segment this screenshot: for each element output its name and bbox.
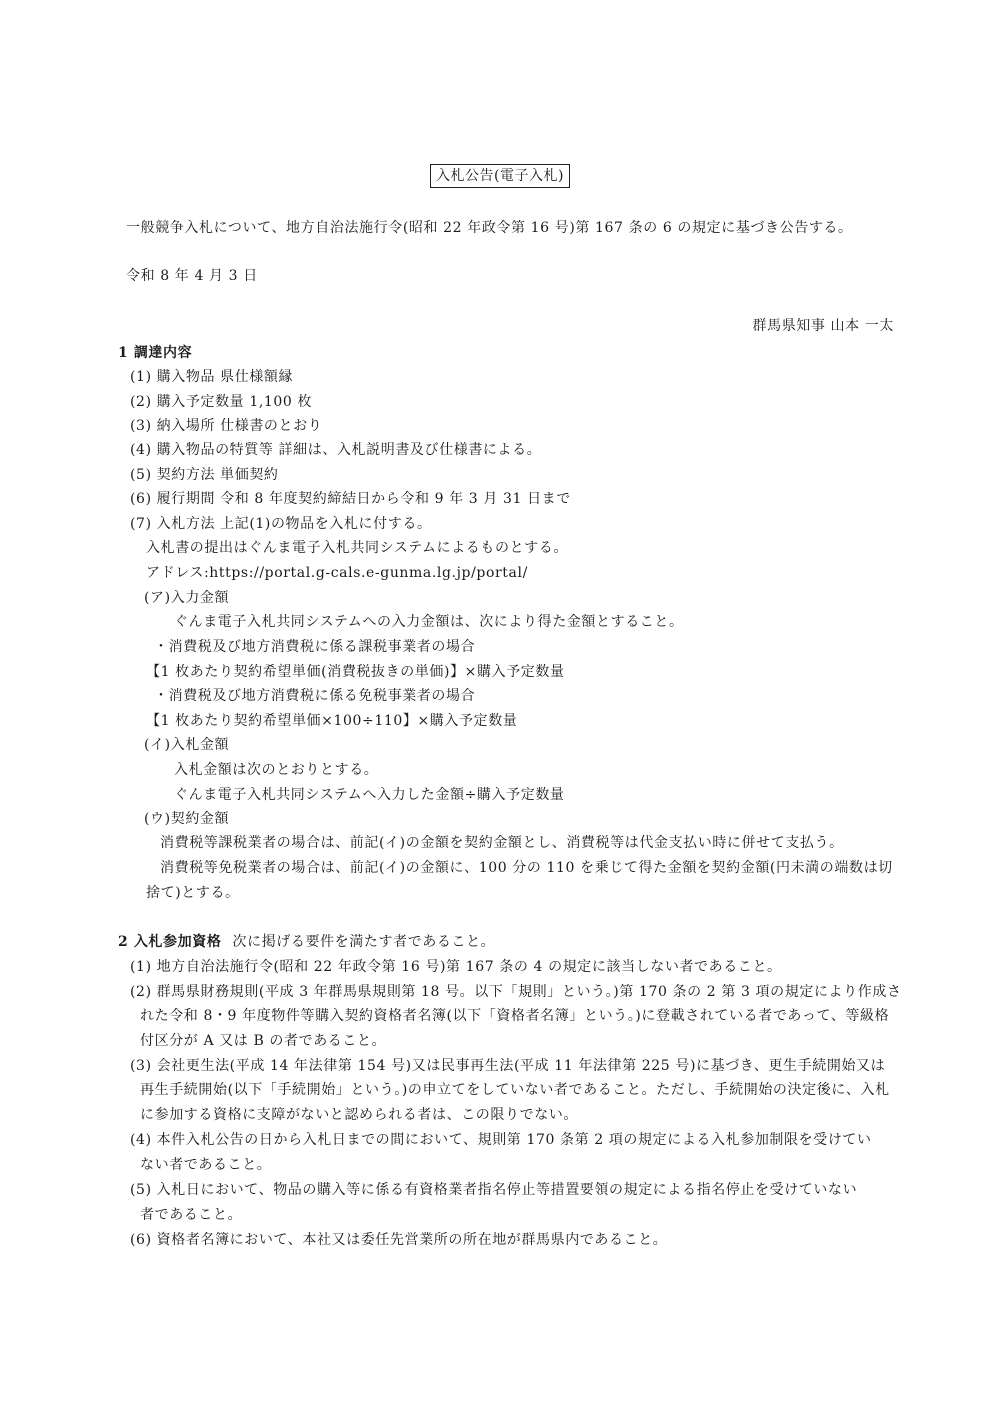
section2-line: (1) 地方自治法施行令(昭和 22 年政令第 16 号)第 167 条の 4 の規定に該当しない者であること。 xyxy=(130,959,782,975)
section2-line: れた令和 8・9 年度物件等購入契約資格者名簿(以下「資格者名簿」という。)に登載されている者であって、等級格 xyxy=(140,1008,890,1024)
section1-heading: 1 調達内容 xyxy=(118,345,193,361)
section2-line: 付区分が A 又は B の者であること。 xyxy=(140,1033,387,1049)
method-line: (イ)入札金額 xyxy=(144,737,230,753)
method-line: ぐんま電子入札共同システムへ入力した金額÷購入予定数量 xyxy=(174,787,565,803)
section2-heading-suffix: 次に掲げる要件を満たす者であること。 xyxy=(232,934,496,950)
section2-line: (3) 会社更生法(平成 14 年法律第 154 号)又は民事再生法(平成 11 年法律第 225 号)に基づき、更生手続開始又は xyxy=(130,1058,886,1074)
section2-line: 者であること。 xyxy=(140,1207,243,1223)
section2-line: に参加する資格に支障がないと認められる者は、この限りでない。 xyxy=(140,1107,578,1123)
method-line: 消費税等免税業者の場合は、前記(イ)の金額に、100 分の 110 を乗じて得た金額を契約金額(円未満の端数は切 xyxy=(160,860,893,876)
section2-line: (4) 本件入札公告の日から入札日までの間において、規則第 170 条第 2 項の規定による入札参加制限を受けてい xyxy=(130,1132,872,1148)
method-line: ・消費税及び地方消費税に係る免税事業者の場合 xyxy=(154,688,476,704)
section1-item: (2) 購入予定数量 1,100 枚 xyxy=(130,394,313,410)
method-line: 捨て)とする。 xyxy=(146,885,240,901)
section1-item: (5) 契約方法 単価契約 xyxy=(130,467,279,483)
section1-item: (6) 履行期間 令和 8 年度契約締結日から令和 9 年 3 月 31 日まで xyxy=(130,491,571,507)
method-line: 消費税等課税業者の場合は、前記(イ)の金額を契約金額とし、消費税等は代金支払い時に併せて支払う。 xyxy=(160,835,844,851)
method-line: 【1 枚あたり契約希望単価×100÷110】×購入予定数量 xyxy=(146,713,518,729)
section2-heading: 2 入札参加資格 xyxy=(118,934,222,950)
section2-line: (5) 入札日において、物品の購入等に係る有資格業者指名停止等措置要領の規定による指名停止を受けていない xyxy=(130,1182,858,1198)
method-line: ・消費税及び地方消費税に係る課税事業者の場合 xyxy=(154,639,476,655)
notice-date: 令和 8 年 4 月 3 日 xyxy=(126,268,258,284)
section1-item: (3) 納入場所 仕様書のとおり xyxy=(130,418,323,434)
notice-title: 入札公告(電子入札) xyxy=(430,164,570,188)
section2-line: ない者であること。 xyxy=(140,1157,272,1173)
method-line: アドレス:https://portal.g-cals.e-gunma.lg.jp/portal/ xyxy=(146,565,528,581)
method-line: 入札書の提出はぐんま電子入札共同システムによるものとする。 xyxy=(146,540,568,556)
section2-heading-row xyxy=(118,932,495,952)
section1-item: (7) 入札方法 上記(1)の物品を入札に付する。 xyxy=(130,516,432,532)
issuer: 群馬県知事 山本 一太 xyxy=(752,318,894,334)
section1-item: (1) 購入物品 県仕様額縁 xyxy=(130,369,294,385)
method-line: ぐんま電子入札共同システムへの入力金額は、次により得た金額とすること。 xyxy=(174,614,684,630)
method-line: (ア)入力金額 xyxy=(144,590,230,606)
intro-text: 一般競争入札について、地方自治法施行令(昭和 22 年政令第 16 号)第 167 条の 6 の規定に基づき公告する。 xyxy=(126,220,853,236)
method-line: 【1 枚あたり契約希望単価(消費税抜きの単価)】×購入予定数量 xyxy=(146,664,565,680)
section2-line: (6) 資格者名簿において、本社又は委任先営業所の所在地が群馬県内であること。 xyxy=(130,1232,668,1248)
section1-item: (4) 購入物品の特質等 詳細は、入札説明書及び仕様書による。 xyxy=(130,442,542,458)
method-line: 入札金額は次のとおりとする。 xyxy=(174,762,379,778)
section2-line: 再生手続開始(以下「手続開始」という。)の申立てをしていない者であること。ただし、手続開始の決定後に、入札 xyxy=(140,1082,890,1098)
method-line: (ウ)契約金額 xyxy=(144,811,230,827)
section2-line: (2) 群馬県財務規則(平成 3 年群馬県規則第 18 号。以下「規則」という。)第 170 条の 2 第 3 項の規定により作成さ xyxy=(130,984,902,1000)
